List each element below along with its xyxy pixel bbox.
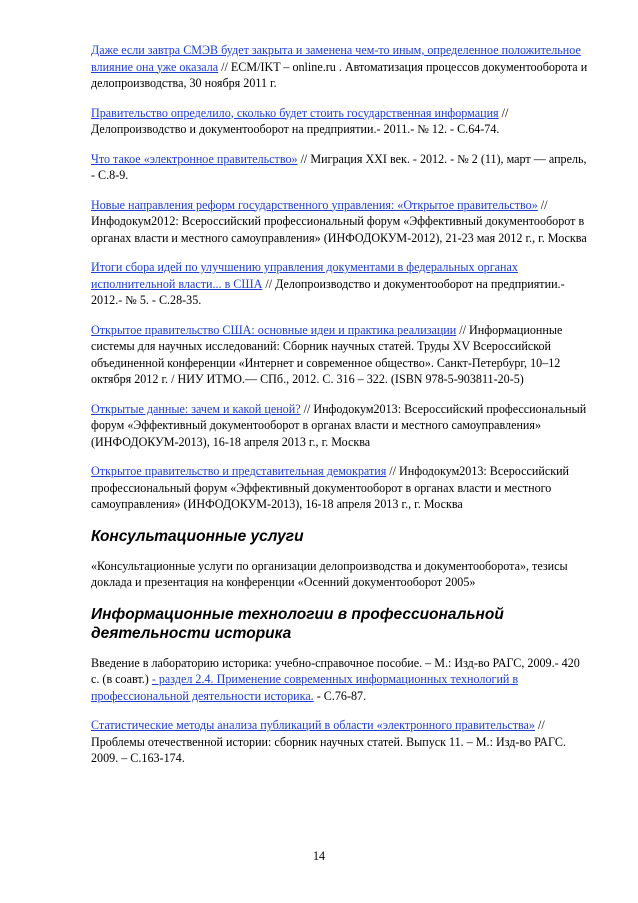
reference-text: // Делопроизводство и документооборот на предприятии.- 2012.- № 5. - С.28-35.: [91, 276, 565, 307]
reference-link[interactable]: Что такое «электронное правительство»: [91, 151, 298, 166]
reference-link[interactable]: Открытые данные: зачем и какой ценой?: [91, 401, 301, 416]
reference-link[interactable]: Итоги сбора идей по улучшению управления документами в федеральных органах исполнительной власти... в США: [91, 260, 518, 291]
reference-link[interactable]: - раздел 2.4. Применение современных информационных технологий в профессиональной деятельности историка.: [91, 672, 519, 703]
section-heading-consulting: Консультационные услуги: [91, 527, 304, 545]
reference-link[interactable]: Правительство определило, сколько будет стоить государственная информация: [91, 105, 499, 120]
reference-text: // Инфодокум2013: Всероссийский профессиональный форум «Эффективный документооборот в органах власти и местного самоуправления» (ИНФОДОКУМ-2013), 16-18 апреля 2013 г., г. Москва: [91, 464, 570, 511]
reference-entry: [91, 105, 591, 138]
section-heading-it: Информационные технологии в профессиональной деятельности историка: [91, 605, 504, 642]
reference-entry: [91, 655, 591, 705]
reference-entry: [91, 42, 591, 92]
reference-link[interactable]: Открытое правительство и представительная демократия: [91, 464, 387, 478]
reference-entry: [91, 401, 591, 451]
reference-link[interactable]: Новые направления реформ государственного управления: «Открытое правительство»: [91, 197, 538, 212]
page-number: 14: [312, 849, 326, 863]
reference-entry: [91, 197, 591, 247]
reference-text: // Информационные системы для научных исследований: Сборник научных статей. Труды XV Всероссийской объединенной конференции «Интернет и современное общество». Санкт-Петербург, 10–12 октября 2012 г. / НИУ ИТМО.— СПб., 2012. С. 316 – 322. (ISBN 978-5-903811-20-5): [91, 322, 563, 386]
reference-text: // Делопроизводство и документооборот на предприятии.- 2011.- № 12. - С.64-74.: [91, 105, 509, 136]
consulting-text: «Консультационные услуги по организации делопроизводства и документооборота», тезисы доклада и презентация на конференции «Осенний документооборот 2005»: [91, 558, 568, 589]
reference-entry: [91, 259, 591, 309]
reference-link[interactable]: Открытое правительство США: основные идеи и практика реализации: [91, 322, 457, 337]
reference-entry: [91, 717, 591, 767]
reference-text: // Инфодокум2013: Всероссийский профессиональный форум «Эффективный документооборот в органах власти и местного самоуправления» (ИНФОДОКУМ-2013), 16-18 апреля 2013 г., г. Москва: [91, 401, 587, 449]
reference-link[interactable]: Статистические методы анализа публикаций в области «электронного правительства»: [91, 718, 535, 732]
reference-text: Введение в лабораторию историка: учебно-справочное пособие. – М.: Изд-во РАГС, 2009.- 420 с. (в соавт.): [91, 655, 580, 686]
reference-text: // Миграция XXI век. - 2012. - № 2 (11), март — апрель, - С.8-9.: [91, 151, 587, 182]
page-content: [91, 42, 591, 780]
reference-entry: [91, 463, 591, 513]
reference-entry: [91, 322, 591, 388]
reference-text: - С.76-87.: [313, 688, 367, 703]
reference-text: // Проблемы отечественной истории: сборник научных статей. Выпуск 11. – М.: Изд-во РАГС. 2009. – С.163-174.: [91, 718, 566, 765]
reference-link[interactable]: Даже если завтра СМЭВ будет закрыта и заменена чем-то иным, определенное положительное влияние она уже оказала: [91, 43, 581, 74]
reference-entry: [91, 151, 591, 184]
reference-text: // ECM/IKT – online.ru . Автоматизация процессов документооборота и делопроизводства, 30 ноября 2011 г.: [91, 59, 588, 90]
reference-text: // Инфодокум2012: Всероссийский профессиональный форум «Эффективный документооборот в органах власти и местного самоуправления» (ИНФОДОКУМ-2012), 21-23 мая 2012 г., г. Москва: [91, 197, 587, 245]
